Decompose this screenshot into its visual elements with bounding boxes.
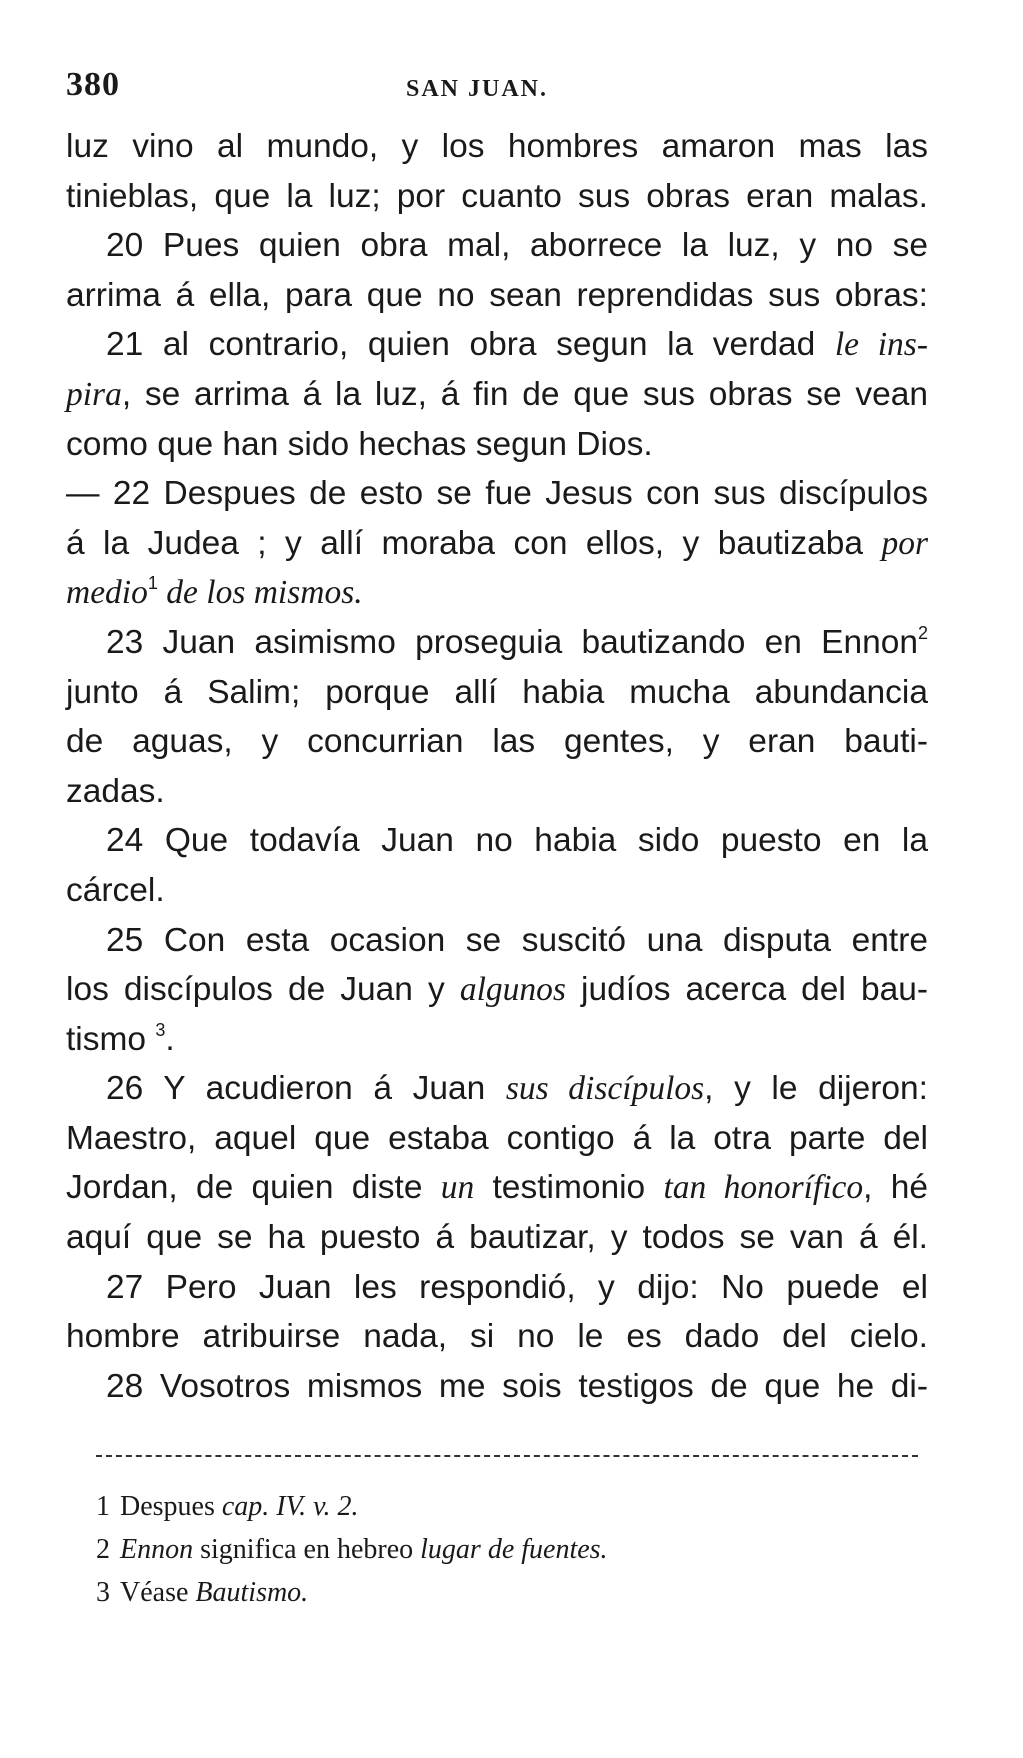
footnote-italic: lugar de fuentes. — [420, 1534, 608, 1565]
text-line — [66, 1163, 928, 1213]
text-line: 20 Pues quien obra mal, aborrece la luz, y no se — [106, 227, 928, 265]
footnote-text: significa en hebreo — [193, 1534, 421, 1565]
footnote-ref: 3 — [155, 1019, 166, 1040]
text-line: luz vino al mundo, y los hombres amaron mas las — [66, 128, 928, 165]
italic-run: sus discípulos — [505, 1070, 705, 1108]
footnote-text: Despues — [120, 1491, 222, 1522]
text-line: de aguas, y concurrian las gentes, y eran bauti- — [66, 723, 928, 761]
text-run: judíos acerca del bau- — [565, 971, 928, 1009]
text-line: Maestro, aquel que estaba contigo á la otra parte del — [66, 1119, 928, 1157]
text-run: testimonio — [474, 1169, 664, 1207]
footnote-1 — [96, 1485, 608, 1528]
text-line — [66, 519, 928, 569]
footnotes — [96, 1485, 608, 1614]
text-line: 28 Vosotros mismos me sois testigos de que he di- — [106, 1367, 928, 1405]
footnote-ref: 2 — [917, 622, 928, 643]
italic-run: algunos — [459, 971, 566, 1009]
footnote-number: 1 — [96, 1491, 110, 1522]
text-line: junto á Salim; porque allí habia mucha abundancia — [66, 673, 928, 711]
text-line — [66, 370, 928, 420]
running-title: SAN JUAN. — [406, 76, 549, 102]
footnote-text: Véase — [120, 1577, 196, 1608]
text-run: , se arrima á la luz, á fin de que sus obras se vean — [121, 375, 928, 413]
text-run: , y le dijeron: — [704, 1070, 928, 1108]
text-line — [66, 568, 928, 618]
italic-run: tan honorífico — [663, 1169, 864, 1207]
italic-run: por — [881, 524, 928, 562]
body-text — [66, 122, 928, 1411]
page-number: 380 — [66, 66, 120, 103]
text-line: 24 Que todavía Juan no habia sido puesto en la — [106, 822, 928, 860]
text-line: zadas. — [66, 772, 165, 810]
footnote-italic: cap. IV. v. 2. — [221, 1491, 359, 1522]
footnote-number: 2 — [96, 1534, 110, 1565]
text-run: . — [165, 1020, 175, 1058]
footnote-italic: Ennon — [120, 1534, 194, 1565]
text-run: , hé — [863, 1169, 928, 1207]
text-line — [66, 965, 928, 1015]
footnote-italic: Bautismo. — [195, 1577, 309, 1608]
italic-run: de los mismos. — [157, 574, 363, 612]
footnote-number: 3 — [96, 1577, 110, 1608]
text-line: aquí que se ha puesto á bautizar, y todos se van á él. — [66, 1219, 928, 1257]
footnote-2 — [96, 1528, 608, 1571]
text-line: tinieblas, que la luz; por cuanto sus obras eran malas. — [66, 177, 928, 215]
text-run: 21 al contrario, quien obra segun la verdad — [106, 326, 835, 364]
italic-run: un — [440, 1169, 475, 1207]
text-line: arrima á ella, para que no sean reprendidas sus obras: — [66, 276, 928, 314]
text-line: — 22 Despues de esto se fue Jesus con sus discípulos — [66, 475, 928, 513]
running-head — [66, 66, 928, 116]
text-line — [66, 1064, 928, 1114]
text-run: Jordan, de quien diste — [66, 1169, 441, 1207]
text-line: hombre atribuirse nada, si no le es dado del cielo. — [66, 1318, 928, 1356]
text-line — [66, 618, 928, 668]
book-page — [66, 66, 928, 1411]
text-line: 25 Con esta ocasion se suscitó una disputa entre — [106, 921, 928, 959]
italic-run: le ins- — [834, 326, 928, 364]
text-line — [66, 320, 928, 370]
italic-run: pira — [66, 375, 122, 413]
text-line: 27 Pero Juan les respondió, y dijo: No puede el — [106, 1268, 928, 1306]
text-line: como que han sido hechas segun Dios. — [66, 425, 653, 463]
footnote-ref: 1 — [147, 573, 158, 594]
text-run: 23 Juan asimismo proseguia bautizando en Ennon — [106, 623, 918, 661]
italic-run: medio — [66, 574, 148, 612]
text-run: los discípulos de Juan y — [66, 971, 460, 1009]
text-run: 26 Y acudieron á Juan — [106, 1070, 506, 1108]
text-line: cárcel. — [66, 871, 165, 909]
text-run: tismo — [66, 1020, 156, 1058]
text-run: á la Judea ; y allí moraba con ellos, y bautizaba — [66, 524, 882, 562]
footnote-divider — [96, 1455, 918, 1457]
footnote-3 — [96, 1571, 608, 1614]
text-line — [66, 1015, 928, 1065]
